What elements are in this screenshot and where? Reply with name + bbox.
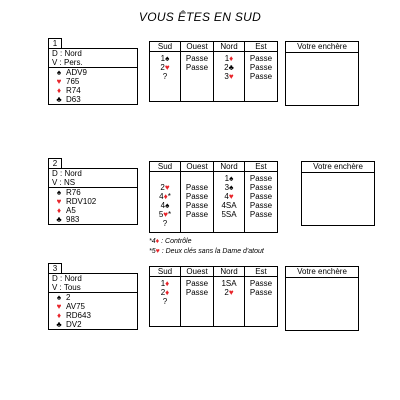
heart-icon: ♥: [163, 210, 169, 219]
hand-cards-hearts: RDV102: [66, 197, 97, 206]
bid-ouest: [181, 201, 213, 210]
bid-level: 1: [160, 54, 166, 63]
bid-nord: [214, 54, 244, 63]
bid-level: 4: [160, 201, 166, 210]
note-bid: *4: [149, 238, 156, 245]
spade-icon: ♠: [229, 183, 234, 192]
spade-icon: [52, 188, 66, 197]
bid-level: 1SA: [221, 279, 237, 288]
bid-alert-marker: *: [167, 192, 171, 201]
bid-level: 1: [224, 174, 230, 183]
bid-level: Passe: [249, 210, 273, 219]
bid-level: ?: [162, 72, 168, 81]
bid-ouest: [181, 54, 213, 63]
hand-row-spades: [49, 68, 137, 77]
bidding-header-ouest: Ouest: [181, 162, 214, 172]
bid-answer-label: Votre enchère: [286, 267, 358, 278]
bid-sud: [150, 72, 180, 81]
bidding-header-est: Est: [245, 162, 278, 172]
bid-ouest: [181, 174, 213, 183]
deal-number: 3: [48, 263, 62, 274]
bid-level: Passe: [185, 192, 209, 201]
club-icon: ♣: [228, 63, 234, 72]
diamond-icon: ♦: [163, 192, 168, 201]
heart-glyph: ♥: [56, 77, 62, 86]
spade-icon: [52, 68, 66, 77]
bid-sud: [150, 174, 180, 183]
bid-nord: [214, 63, 244, 72]
bid-ouest: [181, 288, 213, 297]
bid-alert-marker: *: [168, 210, 172, 219]
diamond-icon: ♦: [229, 54, 234, 63]
bidding-column-nord: [214, 172, 245, 233]
hand-box: [48, 273, 138, 330]
note-bid: *5: [149, 248, 156, 255]
bidding-header-sud: Sud: [150, 267, 181, 277]
bid-sud: [150, 210, 180, 219]
hand-row-diamonds: [49, 206, 137, 215]
heart-icon: ♥: [228, 288, 234, 297]
club-icon: [52, 95, 66, 104]
bid-level: 3: [224, 183, 230, 192]
diamond-glyph: ♦: [56, 206, 62, 215]
bid-level: 4: [224, 192, 229, 201]
bid-ouest: [181, 63, 213, 72]
hand-cards-diamonds: RD643: [66, 311, 91, 320]
spade-icon: ♠: [165, 201, 170, 210]
bid-level: Passe: [185, 288, 209, 297]
bidding-header-sud: Sud: [150, 162, 181, 172]
bid-answer-label: Votre enchère: [286, 42, 358, 53]
bid-level: Passe: [185, 63, 209, 72]
bid-ouest: [181, 183, 213, 192]
hand-cards-spades: ADV9: [66, 68, 87, 77]
hand-cards-spades: R76: [66, 188, 81, 197]
bid-answer-box[interactable]: [285, 41, 359, 106]
bid-level: Passe: [249, 54, 273, 63]
bid-level: Passe: [185, 279, 209, 288]
page-title: VOUS ÊTES EN SUD: [138, 10, 262, 24]
heart-icon: [52, 302, 66, 311]
vulnerability-line: V : Pers.: [49, 58, 137, 68]
bid-level: 2: [160, 288, 166, 297]
note-text: : Deux clés sans la Dame d'atout: [159, 248, 264, 255]
bid-sud: [150, 183, 180, 192]
hand-cards-hearts: 765: [66, 77, 80, 86]
bid-est: [245, 174, 277, 183]
bid-level: Passe: [249, 279, 273, 288]
bid-level: 2: [160, 183, 165, 192]
bid-answer-label: Votre enchère: [302, 162, 374, 173]
dealer-line: D : Nord: [52, 169, 82, 178]
hand-row-clubs: [49, 320, 137, 329]
bid-sud: [150, 297, 180, 306]
heart-icon: ♥: [155, 248, 160, 255]
bid-sud: [150, 279, 180, 288]
diamond-icon: [52, 311, 66, 320]
hand-row-diamonds: [49, 86, 137, 95]
deal-number: 2: [48, 158, 62, 169]
club-icon: [52, 320, 66, 329]
bid-nord: [214, 201, 244, 210]
club-icon: [52, 215, 66, 224]
bid-level: 2: [224, 63, 229, 72]
spade-glyph: ♠: [56, 293, 62, 302]
bid-level: 5SA: [221, 210, 237, 219]
bidding-column-est: [245, 52, 278, 102]
bid-answer-box[interactable]: [301, 161, 375, 226]
bidding-column-est: [245, 172, 278, 233]
bidding-column-sud: [150, 172, 181, 233]
bidding-column-ouest: [181, 172, 214, 233]
diamond-glyph: ♦: [56, 311, 62, 320]
bid-est: [245, 279, 277, 288]
bid-nord: [214, 210, 244, 219]
heart-glyph: ♥: [56, 197, 62, 206]
bidding-column-ouest: [181, 52, 214, 102]
bid-level: 1: [224, 54, 230, 63]
bid-est: [245, 201, 277, 210]
bid-level: 4SA: [221, 201, 237, 210]
heart-icon: [52, 197, 66, 206]
spade-icon: ♠: [165, 54, 170, 63]
bidding-header-est: Est: [245, 42, 278, 52]
hand-cards-hearts: AV75: [66, 302, 85, 311]
bid-est: [245, 54, 277, 63]
heart-icon: ♥: [228, 72, 234, 81]
bid-level: ?: [162, 297, 168, 306]
bid-level: Passe: [249, 201, 273, 210]
hand-row-clubs: [49, 215, 137, 224]
bidding-column-ouest: [181, 277, 214, 327]
bid-est: [245, 192, 277, 201]
hand-cards-clubs: DV2: [66, 320, 82, 329]
bidding-table: [149, 41, 278, 102]
bid-sud: [150, 63, 180, 72]
bid-sud: [150, 288, 180, 297]
bid-level: Passe: [249, 174, 273, 183]
bid-level: 2: [160, 63, 165, 72]
hand-row-hearts: [49, 77, 137, 86]
bid-sud: [150, 219, 180, 228]
bid-est: [245, 72, 277, 81]
diamond-icon: ♦: [165, 279, 170, 288]
hand-cards-spades: 2: [66, 293, 71, 302]
dealer-line: D : Nord: [52, 49, 82, 58]
heart-glyph: ♥: [56, 302, 62, 311]
bid-level: 1: [160, 279, 166, 288]
bid-answer-box[interactable]: [285, 266, 359, 331]
bid-nord: [214, 279, 244, 288]
hand-row-spades: [49, 293, 137, 302]
bid-sud: [150, 54, 180, 63]
heart-icon: ♥: [164, 183, 170, 192]
vulnerability-line: V : Tous: [49, 283, 137, 293]
bid-nord: [214, 192, 244, 201]
hand-cards-diamonds: A5: [66, 206, 76, 215]
bid-est: [245, 288, 277, 297]
bid-sud: [150, 192, 180, 201]
club-glyph: ♣: [56, 95, 62, 104]
bid-ouest: [181, 210, 213, 219]
diamond-icon: ♦: [165, 288, 170, 297]
bid-nord: [214, 72, 244, 81]
bidding-table: [149, 266, 278, 327]
hand-cards-clubs: 983: [66, 215, 80, 224]
bid-level: Passe: [185, 201, 209, 210]
note-text: : Contrôle: [159, 238, 192, 245]
spade-glyph: ♠: [56, 68, 62, 77]
heart-icon: ♥: [228, 192, 234, 201]
bid-nord: [214, 174, 244, 183]
bidding-column-sud: [150, 277, 181, 327]
hand-box: [48, 48, 138, 105]
alert-note: [149, 237, 264, 247]
heart-icon: [52, 77, 66, 86]
bid-ouest: [181, 279, 213, 288]
spade-glyph: ♠: [56, 188, 62, 197]
diamond-icon: [52, 206, 66, 215]
bidding-header-est: Est: [245, 267, 278, 277]
bid-est: [245, 210, 277, 219]
hand-row-clubs: [49, 95, 137, 104]
diamond-icon: [52, 86, 66, 95]
bid-ouest: [181, 192, 213, 201]
bidding-header-ouest: Ouest: [181, 267, 214, 277]
deal-number: 1: [48, 38, 62, 49]
bid-level: Passe: [185, 54, 209, 63]
bidding-column-nord: [214, 277, 245, 327]
bidding-header-nord: Nord: [214, 42, 245, 52]
bid-level: Passe: [249, 288, 273, 297]
bid-nord: [214, 183, 244, 192]
bid-nord: [214, 288, 244, 297]
alert-notes: [149, 237, 264, 257]
hand-row-hearts: [49, 197, 137, 206]
spade-icon: ♠: [229, 174, 234, 183]
bid-level: 2: [224, 288, 229, 297]
bid-level: 3: [224, 72, 229, 81]
bidding-header-sud: Sud: [150, 42, 181, 52]
bid-level: Passe: [185, 210, 209, 219]
bidding-header-nord: Nord: [214, 267, 245, 277]
hand-cards-clubs: D63: [66, 95, 81, 104]
vulnerability-line: V : NS: [49, 178, 137, 188]
bidding-table: [149, 161, 278, 233]
bidding-header-nord: Nord: [214, 162, 245, 172]
hand-box: [48, 168, 138, 225]
bid-level: Passe: [249, 63, 273, 72]
bidding-column-nord: [214, 52, 245, 102]
bidding-header-ouest: Ouest: [181, 42, 214, 52]
bid-level: Passe: [185, 183, 209, 192]
hand-row-diamonds: [49, 311, 137, 320]
bid-est: [245, 183, 277, 192]
club-glyph: ♣: [56, 215, 62, 224]
alert-note: [149, 247, 264, 257]
club-glyph: ♣: [56, 320, 62, 329]
spade-icon: [52, 293, 66, 302]
heart-icon: ♥: [164, 63, 170, 72]
diamond-icon: ♦: [155, 238, 160, 245]
bid-level: Passe: [249, 183, 273, 192]
bid-level: 4: [159, 192, 164, 201]
hand-cards-diamonds: R74: [66, 86, 81, 95]
bidding-column-est: [245, 277, 278, 327]
dealer-line: D : Nord: [52, 274, 82, 283]
diamond-glyph: ♦: [56, 86, 62, 95]
bid-sud: [150, 201, 180, 210]
bid-level: ?: [162, 219, 168, 228]
bidding-column-sud: [150, 52, 181, 102]
hand-row-hearts: [49, 302, 137, 311]
bid-est: [245, 63, 277, 72]
bid-level: 5: [158, 210, 164, 219]
bid-level: Passe: [249, 72, 273, 81]
hand-row-spades: [49, 188, 137, 197]
bid-level: Passe: [249, 192, 273, 201]
